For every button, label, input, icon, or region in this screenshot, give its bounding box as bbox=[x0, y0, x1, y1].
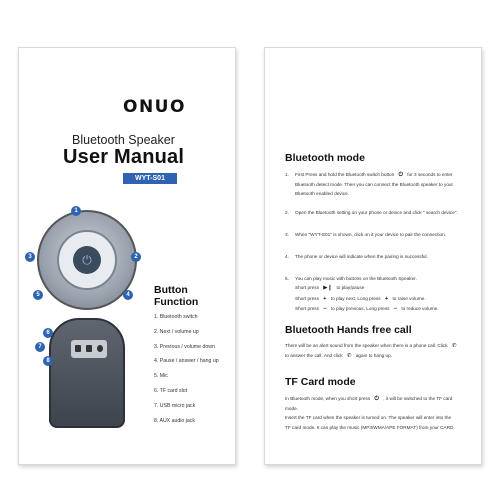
power-icon: ⏻ bbox=[374, 396, 379, 402]
plus-icon: + bbox=[323, 295, 327, 302]
power-icon: ⏻ bbox=[398, 172, 403, 178]
list-item: 8. AUX audio jack bbox=[154, 417, 195, 424]
step-4: 4. The phone or device will indicate when the pairing is successful. bbox=[285, 254, 428, 260]
step-2: 2. Open the Bluetooth setting on your phone or device and click " search device". bbox=[285, 209, 458, 215]
hands-free-text: There will be an alert sound from the speaker when there is a phone call. Click ✆ to answer the call. And click ✆ again to hang up. bbox=[285, 341, 483, 361]
callout-4: 4 bbox=[123, 290, 133, 300]
power-icon: ⏻ bbox=[73, 246, 101, 274]
callout-2: 2 bbox=[131, 252, 141, 262]
step-1: 1. First Press and hold the Bluetooth switch button ⏻ for 3 seconds to enter bbox=[285, 170, 483, 180]
list-item: 3. Previous / volume down bbox=[154, 343, 215, 350]
list-item: 2. Next / volume up bbox=[154, 328, 199, 335]
callout-7: 7 bbox=[35, 342, 45, 352]
callout-5: 5 bbox=[33, 290, 43, 300]
bluetooth-mode-title: Bluetooth mode bbox=[285, 152, 365, 164]
phone-icon: ✆ bbox=[451, 343, 457, 349]
play-pause-icon: ▶❙ bbox=[323, 285, 333, 292]
callout-6: 6 bbox=[43, 328, 53, 338]
step-5: 5. You can play music with buttons on the Bluetooth Speaker. bbox=[285, 276, 417, 282]
list-item: 6. TF card slot bbox=[154, 387, 188, 394]
manual-instructions-page bbox=[264, 47, 482, 465]
plus-icon: + bbox=[384, 295, 389, 302]
callout-3: 3 bbox=[25, 252, 35, 262]
list-item: 4. Pause / answer / hang up bbox=[154, 358, 219, 365]
tf-slot-icon bbox=[75, 345, 81, 352]
tf-card-text: In Bluetooth mode, when you short press ⏻ , it will be switched to the TF card mode. Insert the TF card when the speaker is turned on. The speaker will enter into the TF card mode. It can play the music (MP3/WMA/APE FORMAT) from your CARD. bbox=[285, 396, 455, 430]
step-3: 3. When "WYT-S01" is shown, click on it your device to pair the connection. bbox=[285, 231, 447, 237]
speaker-top-view bbox=[37, 210, 137, 310]
hands-free-title: Bluetooth Hands free call bbox=[285, 324, 412, 336]
callout-1: 1 bbox=[71, 206, 81, 216]
port-panel bbox=[71, 340, 107, 358]
speaker-body-view bbox=[49, 318, 125, 428]
minus-icon: − bbox=[393, 305, 397, 312]
minus-icon: − bbox=[323, 305, 327, 312]
tf-card-mode-title: TF Card mode bbox=[285, 376, 356, 388]
model-badge: WYT-S01 bbox=[123, 173, 177, 184]
brand-logo: ONUO bbox=[123, 97, 186, 117]
manual-cover-page bbox=[18, 47, 236, 465]
usb-port-icon bbox=[86, 345, 92, 352]
list-item: 1. Bluetooth switch bbox=[154, 314, 198, 320]
list-item: 5. Mic bbox=[154, 373, 168, 380]
bluetooth-mode-steps: 1. First Press and hold the Bluetooth switch button ⏻ for 3 seconds to enter Bluetooth detect mode. Then you can connect the Bluetooth speaker to your Bluetooth enabled device. 2. Open the Bluetooth setting on your phone or device and click " search device". 3. When "WYT-S01" is shown, click on it your device to pair the connection. 4. The phone or device will indicate when the pairing is successful. 5. You can play music with buttons on the Bluetooth Speaker. Short press ▶❙ to play/pause Short press + to play next, Long press + to raise volume. Short press − to play previous, Long press − to reduce volume. bbox=[285, 170, 483, 314]
list-item: 7. USB micro jack bbox=[154, 402, 196, 409]
button-function-title: Button Function bbox=[154, 284, 199, 308]
aux-port-icon bbox=[97, 345, 103, 352]
callout-8: 8 bbox=[43, 356, 53, 366]
speaker-diagram bbox=[28, 208, 141, 450]
phone-icon: ✆ bbox=[346, 353, 352, 360]
product-subtitle: Bluetooth Speaker bbox=[72, 133, 175, 147]
page-title: User Manual bbox=[63, 146, 185, 168]
button-function-list bbox=[154, 314, 236, 432]
